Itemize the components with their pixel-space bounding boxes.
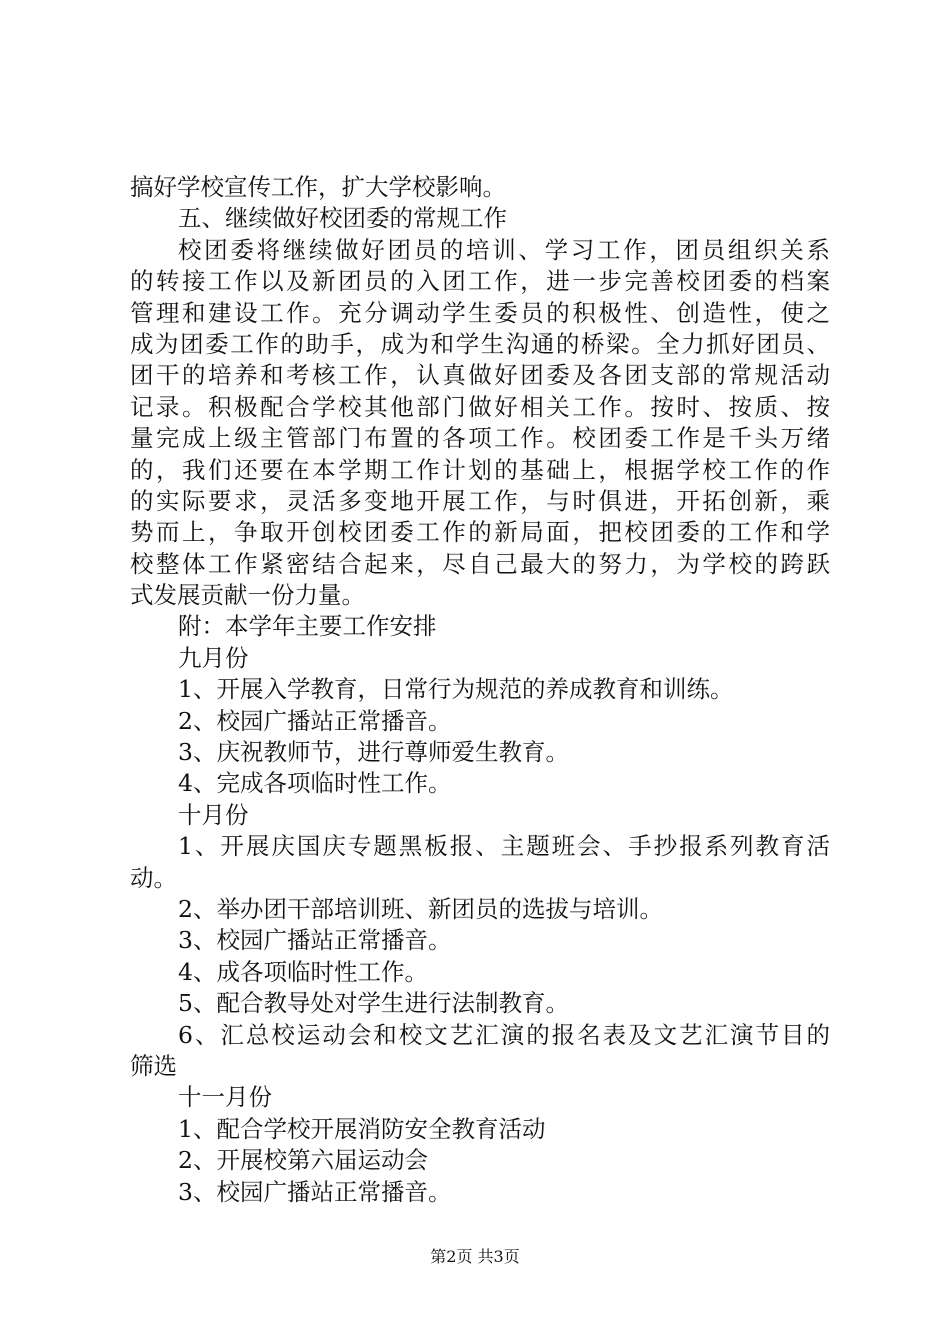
list-item: 5、配合教导处对学生进行法制教育。 (178, 989, 569, 1018)
text-line: 式发展贡献一份力量。 (130, 581, 365, 610)
document-body (130, 172, 830, 1208)
text-line: 的实际要求，灵活多变地开展工作，与时俱进，开拓创新，乘 (130, 486, 830, 515)
text-line: 记录。积极配合学校其他部门做好相关工作。按时、按质、按 (130, 392, 830, 421)
text-line: 的转接工作以及新团员的入团工作，进一步完善校团委的档案 (130, 267, 830, 296)
list-item: 1、开展入学教育，日常行为规范的养成教育和训练。 (178, 675, 734, 704)
text-line: 的，我们还要在本学期工作计划的基础上，根据学校工作的作 (130, 455, 830, 484)
month-heading: 十月份 (178, 800, 249, 829)
text-line: 成为团委工作的助手，成为和学生沟通的桥梁。全力抓好团员、 (130, 329, 830, 358)
page-number-footer: 第2页 共3页 (430, 1247, 520, 1266)
text-line: 势而上，争取开创校团委工作的新局面，把校团委的工作和学 (130, 518, 830, 547)
section-heading: 五、继续做好校团委的常规工作 (178, 204, 507, 233)
list-item: 3、校园广播站正常播音。 (178, 1177, 452, 1206)
list-item: 4、完成各项临时性工作。 (178, 769, 452, 798)
appendix-heading: 附：本学年主要工作安排 (178, 612, 437, 641)
list-item: 3、庆祝教师节，进行尊师爱生教育。 (178, 738, 569, 767)
text-line: 管理和建设工作。充分调动学生委员的积极性、创造性，使之 (130, 298, 830, 327)
list-item: 1、配合学校开展消防安全教育活动 (178, 1114, 546, 1143)
list-item: 6、汇总校运动会和校文艺汇演的报名表及文艺汇演节目的 (178, 1020, 830, 1049)
list-item-continuation: 动。 (130, 863, 177, 892)
list-item: 2、校园广播站正常播音。 (178, 706, 452, 735)
list-item-continuation: 筛选 (130, 1051, 177, 1080)
text-line: 量完成上级主管部门布置的各项工作。校团委工作是千头万绪 (130, 424, 830, 453)
month-heading: 十一月份 (178, 1083, 272, 1112)
list-item: 4、成各项临时性工作。 (178, 957, 428, 986)
text-line: 团干的培养和考核工作，认真做好团委及各团支部的常规活动 (130, 361, 830, 390)
text-line: 搞好学校宣传工作，扩大学校影响。 (130, 173, 506, 201)
list-item: 3、校园广播站正常播音。 (178, 926, 452, 955)
text-line: 校团委将继续做好团员的培训、学习工作，团员组织关系 (178, 235, 830, 264)
list-item: 1、开展庆国庆专题黑板报、主题班会、手抄报系列教育活 (178, 832, 830, 861)
list-item: 2、开展校第六届运动会 (178, 1146, 428, 1175)
list-item: 2、举办团干部培训班、新团员的选拔与培训。 (178, 894, 663, 923)
month-heading: 九月份 (178, 643, 249, 672)
text-line: 校整体工作紧密结合起来，尽自己最大的努力，为学校的跨跃 (130, 549, 830, 578)
